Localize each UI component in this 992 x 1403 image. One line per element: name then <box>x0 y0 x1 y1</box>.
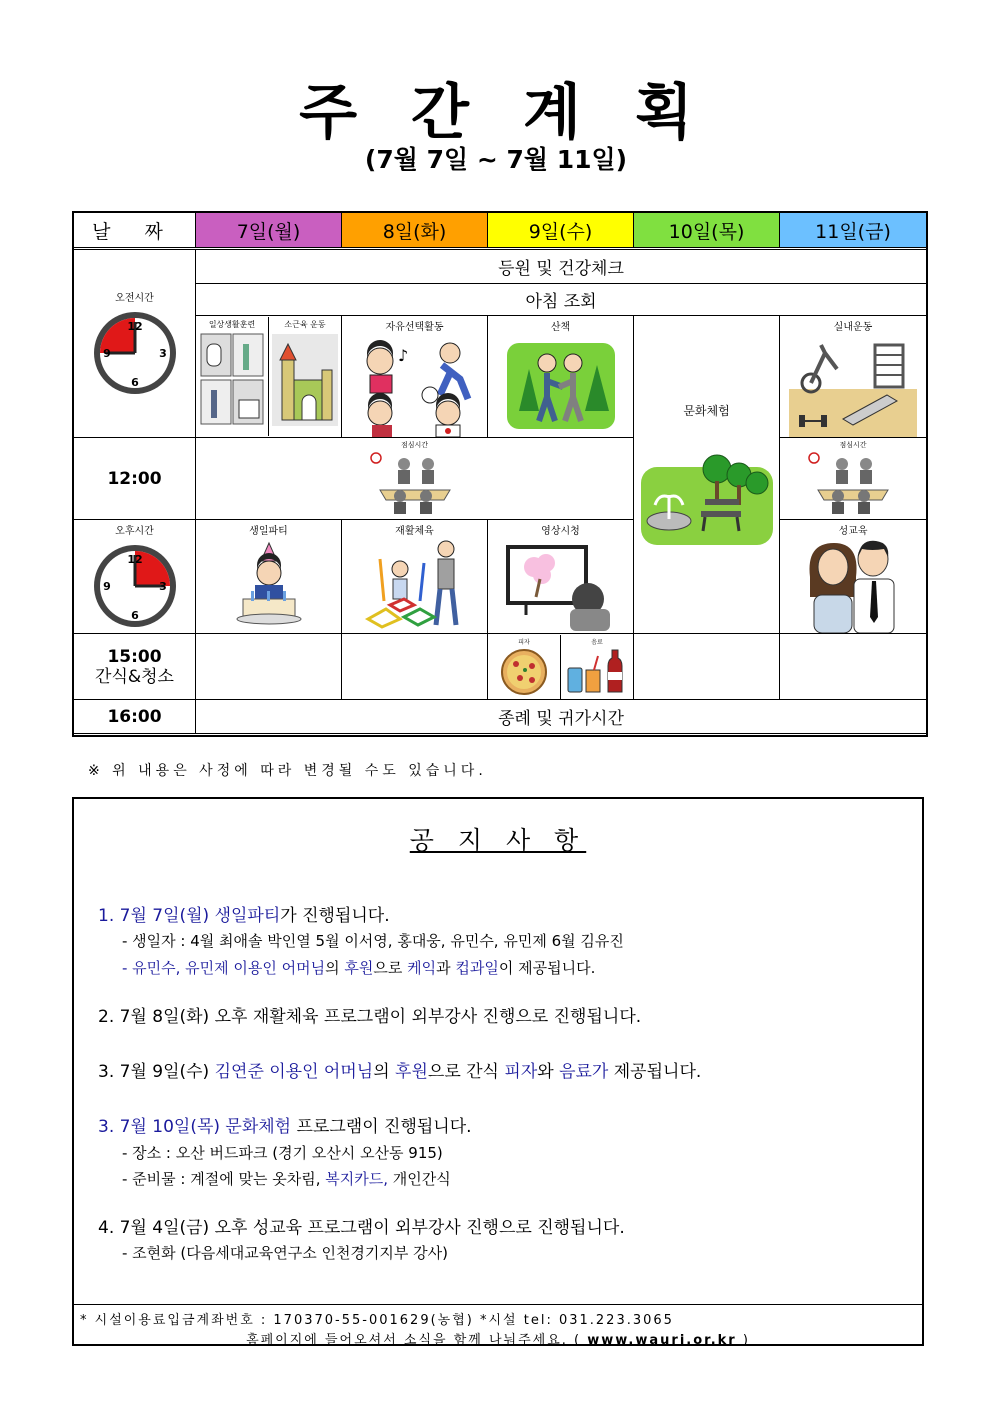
lunch-cell <box>196 438 634 520</box>
tue-snack-cell <box>342 634 488 700</box>
drink-icon <box>564 646 630 696</box>
svg-text:9: 9 <box>102 580 111 593</box>
fri-snack-cell <box>780 634 927 700</box>
free-activity-label: 자유선택활동 <box>385 322 444 333</box>
svg-text:9: 9 <box>102 347 111 360</box>
daily-living-icon <box>199 330 265 426</box>
notice-item-5-sub-1: - 조현화 (다음세대교육연구소 인천경기지부 강사) <box>122 1244 448 1262</box>
morning-time-cell <box>74 249 196 438</box>
notice-box <box>72 797 924 1346</box>
arrival-row: 등원 및 건강체크 <box>196 249 927 284</box>
sex-education-icon <box>798 537 908 633</box>
svg-text:♪: ♪ <box>397 346 408 365</box>
morning-label: 오전시간 <box>115 293 154 304</box>
notice-item-4-sub-1: - 장소 : 오산 버드파크 (경기 오산시 오산동 915) <box>122 1144 443 1162</box>
sex-ed-label: 성교육 <box>838 526 868 537</box>
afternoon-label: 오후시간 <box>115 526 154 537</box>
footer <box>74 1304 922 1348</box>
end-time-cell <box>74 700 196 734</box>
svg-text:3: 3 <box>158 347 167 360</box>
thu-snack-cell <box>634 634 780 700</box>
tue-afternoon-cell <box>342 520 488 634</box>
page-title: 주간계획 <box>299 78 747 148</box>
pizza-label: 피자 <box>518 638 530 646</box>
snack-time-cell <box>74 634 196 700</box>
lunch-label: 점심시간 <box>400 441 429 449</box>
day-mon: 7일(월) <box>196 213 342 249</box>
homepage-info: 홈페이지에 들어오셔서 소식을 함께 나눠주세요. ( www.wauri.or.kr ) <box>246 1333 750 1348</box>
video-label: 영상시청 <box>541 526 580 537</box>
drink-label: 음료 <box>591 638 603 646</box>
mon-snack-cell <box>196 634 342 700</box>
tue-morning-cell <box>342 316 488 438</box>
date-range: (7월 7일 ~ 7월 11일) <box>364 145 628 174</box>
snack-time: 15:00 <box>107 646 162 667</box>
day-fri: 11일(금) <box>780 213 927 249</box>
notice-item-3: 3. 7월 9일(수) 김연준 이용인 어머님의 후원으로 간식 피자와 음료가 제공됩니다. <box>98 1062 702 1082</box>
day-thu: 10일(목) <box>634 213 780 249</box>
noon-time: 12:00 <box>107 468 162 489</box>
lunch-table-icon <box>370 450 460 516</box>
rehab-pe-icon <box>360 539 470 629</box>
lunch-table-icon-fri <box>808 450 898 516</box>
fri-lunch-cell <box>780 438 927 520</box>
rehab-pe-label: 재활체육 <box>395 526 434 537</box>
clock-icon-morning <box>90 308 180 398</box>
svg-text:6: 6 <box>130 376 139 389</box>
day-wed: 9일(수) <box>488 213 634 249</box>
notice-item-2: 2. 7월 8일(화) 오후 재활체육 프로그램이 외부강사 진행으로 진행됩니다. <box>98 1007 642 1027</box>
notice-item-4: 3. 7월 10일(목) 문화체험 프로그램이 진행됩니다. <box>98 1117 472 1137</box>
park-icon <box>639 447 775 547</box>
fri-lunch-label: 점심시간 <box>839 441 867 449</box>
notice-item-1-sub-1: - 생일자 : 4월 최애솔 박인열 5월 이서영, 홍대웅, 유민수, 유민제 6월 김유진 <box>122 932 624 950</box>
homepage-link[interactable]: www.wauri.or.kr <box>587 1333 737 1348</box>
notice-item-5: 4. 7월 4일(금) 오후 성교육 프로그램이 외부강사 진행으로 진행됩니다. <box>98 1218 625 1238</box>
birthday-party-icon <box>229 541 309 627</box>
daily-living-label: 일상생활훈련 <box>208 320 256 329</box>
svg-text:3: 3 <box>158 580 167 593</box>
disclaimer: ※ 위 내용은 사정에 따라 변경될 수도 있습니다. <box>88 763 487 779</box>
snack-label: 간식&청소 <box>95 666 174 687</box>
day-tue: 8일(화) <box>342 213 488 249</box>
culture-label: 문화체험 <box>683 404 730 418</box>
account-info: * 시설이용료입금계좌번호 : 170370-55-001629(농협) *시설 tel: 031.223.3065 <box>80 1313 674 1328</box>
mon-afternoon-cell <box>196 520 342 634</box>
fri-afternoon-cell <box>780 520 927 634</box>
end-time: 16:00 <box>107 706 162 727</box>
notice-title: 공 지 사 항 <box>409 826 587 855</box>
assembly-row: 아침 조회 <box>196 284 927 316</box>
gym-equipment-icon <box>787 333 919 437</box>
wed-afternoon-cell <box>488 520 634 634</box>
video-watching-icon <box>506 543 616 631</box>
svg-text:6: 6 <box>130 609 139 622</box>
svg-text:12: 12 <box>126 553 143 566</box>
notice-item-1-sub-2: - 유민수, 유민제 이용인 어머님의 후원으로 케익과 컵과일이 제공됩니다. <box>122 959 596 977</box>
notice-item-1: 1. 7월 7일(월) 생일파티가 진행됩니다. <box>98 906 390 926</box>
svg-text:12: 12 <box>126 320 143 333</box>
walk-label: 산책 <box>550 322 571 333</box>
clock-icon-afternoon <box>90 541 180 631</box>
mon-morning-cell <box>196 316 342 438</box>
castle-blocks-icon <box>272 330 338 426</box>
weekly-schedule-table <box>73 212 927 734</box>
walk-icon <box>505 341 617 431</box>
free-activity-icon <box>350 333 480 437</box>
noon-time-cell <box>74 438 196 520</box>
afternoon-time-cell <box>74 520 196 634</box>
date-header: 날 짜 <box>74 213 196 249</box>
indoor-exercise-label: 실내운동 <box>833 322 873 333</box>
pizza-icon <box>494 646 554 696</box>
thu-culture-cell <box>634 316 780 634</box>
fine-motor-label: 소근육 운동 <box>284 320 326 329</box>
fri-morning-cell <box>780 316 927 438</box>
wed-snack-cell <box>488 634 634 700</box>
notice-item-4-sub-2: - 준비물 : 계절에 맞는 옷차림, 복지카드, 개인간식 <box>122 1170 451 1188</box>
wed-morning-cell <box>488 316 634 438</box>
birthday-label: 생일파티 <box>249 526 288 537</box>
dismissal-row: 종례 및 귀가시간 <box>196 700 927 734</box>
